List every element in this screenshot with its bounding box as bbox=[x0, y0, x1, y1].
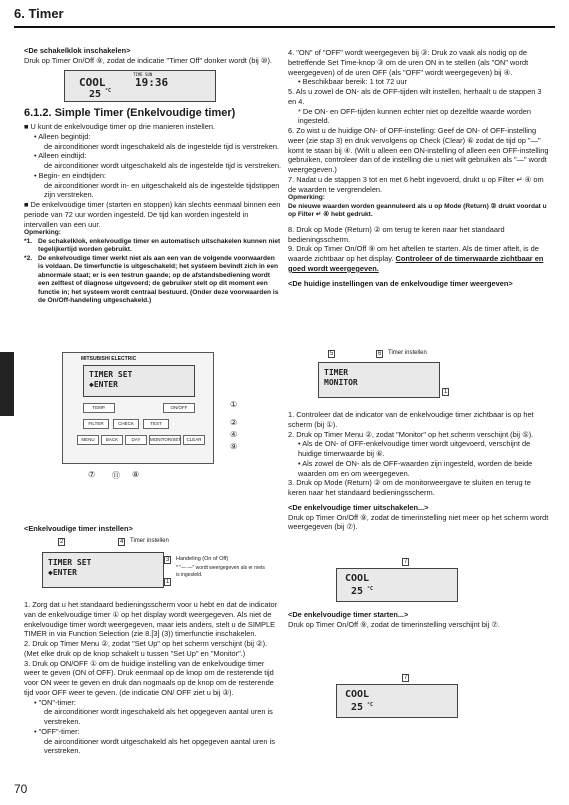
step-5-note: * De ON- en OFF-tijden kunnen echter niet op dezelfde waarde worden ingesteld. bbox=[298, 106, 531, 126]
chapter-tab bbox=[0, 352, 14, 416]
lcd2-n4: 4 bbox=[120, 539, 124, 545]
left-column bbox=[24, 46, 282, 305]
right-column bbox=[288, 48, 550, 288]
item-end: • Alleen eindtijd: bbox=[34, 151, 87, 161]
step-9-underlined: Controleer of de timerwaarde zichtbaar en goed wordt weergegeven. bbox=[288, 254, 544, 273]
step-5: 5. Als u zowel de ON- als de OFF-tijden wilt instellen, herhaalt u de stappen 3 en 4. bbox=[288, 87, 542, 106]
callout-1: ① bbox=[230, 400, 238, 409]
lcd2-callout: Handeling (On of Off) bbox=[176, 556, 229, 562]
step-7: 7. Nadat u de stappen 3 tot en met 6 hebt ingevoerd, drukt u op Filter ↵ ④ om de waarden te vergrendelen. bbox=[288, 174, 544, 194]
monitor-block bbox=[288, 410, 550, 532]
back-button[interactable]: BACK bbox=[101, 435, 123, 445]
note-1-num: *1. bbox=[24, 237, 33, 245]
clock-text: Druk op Timer On/Off ⑨, zodat de indicatie "Timer Off" donker wordt (bij ⑩). bbox=[24, 55, 272, 65]
on-timer-desc: de airconditioner wordt ingeschakeld als het opgegeven aantal uren is verstreken. bbox=[44, 707, 273, 727]
lcd-timer-off bbox=[336, 568, 458, 602]
test-button[interactable]: TEST bbox=[143, 419, 169, 429]
monitor-step-2: 2. Druk op Timer Menu ②, zodat "Monitor" op het scherm verschijnt (bij ⑤). bbox=[288, 429, 534, 439]
callout-4: ④ bbox=[230, 430, 238, 439]
monitor-set-button[interactable]: MONITOR/SET bbox=[149, 435, 181, 445]
lcd2-label: Timer instellen bbox=[130, 538, 169, 544]
right-note: De nieuwe waarden worden geannuleerd als u op Mode (Return) ② drukt voordat u op Filter ↵ ④ hebt gedrukt. bbox=[288, 202, 547, 219]
right-note-label: Opmerking: bbox=[288, 194, 326, 202]
monitor-heading: <De huidige instellingen van de enkelvoudige timer weergeven> bbox=[288, 278, 513, 288]
off-timer: • "OFF"-timer: bbox=[34, 726, 80, 736]
lcd2-line1: TIMER SET bbox=[48, 558, 92, 567]
lcd4-unit: °C bbox=[367, 586, 374, 592]
item-start-desc: de airconditioner wordt ingeschakeld als de ingestelde tijd is verstreken. bbox=[44, 141, 279, 151]
item-end-desc: de airconditioner wordt uitgeschakeld als de ingestelde tijd is verstreken. bbox=[44, 161, 282, 171]
lcd2-n3: 3 bbox=[166, 557, 170, 563]
para-72h: ■ De enkelvoudige timer (starten en stoppen) kan slechts eenmaal binnen een periode van 72 uur worden ingesteld. De tijd kan worden ingesteld in intervallen van een uur. bbox=[24, 200, 281, 229]
lcd-small: TIME SUN bbox=[133, 71, 153, 77]
monitor-bullet-1: • Als de ON- of OFF-enkelvoudige timer wordt uitgevoerd, verschijnt de huidige timerwaarde bij ⑥. bbox=[298, 439, 531, 459]
note-1-text: De schakelklok, enkelvoudige timer en automatisch uitschakelen kunnen niet tegelijkertijd worden gebruikt. bbox=[38, 237, 281, 254]
callout-2: ② bbox=[230, 418, 238, 427]
callout-9: ⑨ bbox=[230, 442, 238, 451]
start-text: Druk op Timer On/Off ⑨, zodat de timerinstelling verschijnt bij ⑦. bbox=[288, 619, 500, 629]
remote-lcd-line2: ◆ENTER bbox=[89, 380, 118, 389]
lcd3-line2: MONITOR bbox=[324, 378, 358, 387]
page-number: 70 bbox=[14, 782, 28, 796]
lcd-clock: 19:36 bbox=[135, 75, 169, 89]
callout-11: ⑪ bbox=[112, 471, 120, 480]
on-timer: • "ON"-timer: bbox=[34, 697, 76, 707]
lcd4-mode: COOL bbox=[345, 573, 370, 584]
lcd5-temp: 25 bbox=[351, 702, 364, 713]
step-2: 2. Druk op Timer Menu ②, zodat "Set Up" op het scherm verschijnt (bij ②). (Met elke druk op de knop schakelt u tussen "Set Up" en "Monitor".) bbox=[24, 639, 268, 658]
step-4-range: • Beschikbaar bereik: 1 tot 72 uur bbox=[298, 77, 407, 87]
start-heading: <De enkelvoudige timer starten...> bbox=[288, 610, 409, 619]
remote-lcd bbox=[83, 365, 195, 397]
lcd2-line2: ◆ENTER bbox=[48, 568, 77, 577]
step-4: 4. "ON" of "OFF" wordt weergegeven bij ③: Druk zo vaak als nodig op de betreffende Set Time-knop ③ om de uren ON in te stellen (als "ON" wordt weergegeven) of de uren OFF (als "OFF" wordt weergegeven) bij ④. bbox=[288, 48, 529, 77]
simple-heading: <Enkelvoudige timer instellen> bbox=[24, 524, 133, 533]
note-label: Opmerking: bbox=[24, 229, 62, 237]
lcd3-label: Timer instellen bbox=[388, 350, 427, 356]
filter-button[interactable]: FILTER bbox=[83, 419, 109, 429]
clear-button[interactable]: CLEAR bbox=[183, 435, 205, 445]
simple-set-block bbox=[24, 524, 282, 534]
lcd3-n5: 5 bbox=[330, 351, 334, 357]
lcd2-n1: 1 bbox=[166, 579, 170, 585]
intro-text: ■ U kunt de enkelvoudige timer op drie manieren instellen. bbox=[24, 122, 215, 132]
step-9 bbox=[288, 244, 550, 273]
start-block bbox=[288, 610, 550, 630]
lcd4-temp: 25 bbox=[351, 586, 364, 597]
lcd-timer-monitor bbox=[318, 362, 440, 398]
step-8: 8. Druk op Mode (Return) ② om terug te keren naar het standaard bedieningsscherm. bbox=[288, 224, 505, 244]
lcd-clock-display bbox=[64, 70, 216, 102]
lcd-timer-set bbox=[42, 552, 164, 588]
note-2-text: De enkelvoudige timer werkt niet als aan een van de volgende voorwaarden is voldaan. De timerfunctie is uitgeschakeld; het systeem bevindt zich in een abnormale staat; er is een testrun gaande; op de afstandsbediening wordt een zelftest of diagnose uitgevoerd; de gebruiker stelt op dit moment een functie in; het systeem wordt centraal bestuurd. (Onder deze voorwaarden is de On/Off-handeling uitgeschakeld.) bbox=[38, 254, 279, 304]
step-1: 1. Zorg dat u het standaard bedieningsscherm voor u hebt en dat de indicator van de enkelvoudige timer ① op het display wordt weergegeven. Als niet de enkelvoudige timer wordt weergegeven, maar iets anders, stelt u de SIMPLE TIMER in via Function Selection (zie 8.[3] (3)) timerfunctie inschakelen. bbox=[24, 600, 278, 639]
off-text: Druk op Timer On/Off ⑨, zodat de timerinstelling niet meer op het scherm wordt weergegeven (bij ⑦). bbox=[288, 512, 549, 532]
lcd-timer-on bbox=[336, 684, 458, 718]
note-1 bbox=[24, 238, 282, 255]
item-start: • Alleen begintijd: bbox=[34, 131, 91, 141]
brand-label: MITSUBISHI ELECTRIC bbox=[81, 356, 137, 362]
step-6: 6. Zo wist u de huidige ON- of OFF-instelling: Geef de ON- of OFF-instelling weer (zie stap 3) en druk vervolgens op Check (Clear) ⑥ zodat de tijd op "—" komt te staan bij ④. (Wilt u alleen een ON-instelling of alleen een OFF-instelling gebruiken, controleer dan of de instelling die u niet wilt gebruiken als "—" wordt weergegeven.) bbox=[288, 126, 549, 175]
lcd5-unit: °C bbox=[367, 702, 374, 708]
onoff-button[interactable]: ON/OFF bbox=[163, 403, 195, 413]
page-title: 6. Timer bbox=[14, 6, 64, 21]
lcd5-mode: COOL bbox=[345, 689, 370, 700]
note-2-num: *2. bbox=[24, 254, 33, 262]
note-2 bbox=[24, 255, 282, 306]
lcd-temp: 25 bbox=[89, 88, 102, 100]
item-both: • Begin- en eindtijden: bbox=[34, 170, 107, 180]
step-3: 3. Druk op ON/OFF ① om de huidige instelling van de enkelvoudige timer weer te geven (ON of OFF). Druk eenmaal op de knop om de resterende tijd voor ON weer te geven en druk dan nogmaals op de knop om de resterende tijd voor OFF weer te geven. (de indicatie ON/ OFF ziet u bij ③). bbox=[24, 658, 274, 697]
menu-button[interactable]: MENU bbox=[77, 435, 99, 445]
lcd3-n1: 1 bbox=[444, 389, 448, 395]
left-steps bbox=[24, 600, 282, 756]
remote-controller bbox=[62, 352, 214, 464]
lcd-unit: °C bbox=[105, 87, 112, 94]
remote-lcd-line1: TIMER SET bbox=[89, 370, 133, 379]
callout-8: ⑧ bbox=[132, 470, 140, 479]
day-button[interactable]: DAY bbox=[125, 435, 147, 445]
item-both-desc: de airconditioner wordt in- en uitgeschakeld als de ingestelde tijdstippen zijn verstreken. bbox=[44, 180, 280, 200]
off-heading: <De enkelvoudige timer uitschakelen...> bbox=[288, 502, 429, 512]
clock-heading: <De schakelklok inschakelen> bbox=[24, 46, 131, 55]
section-title: 6.1.2. Simple Timer (Enkelvoudige timer) bbox=[24, 106, 236, 119]
temp-button[interactable]: TEMP. bbox=[83, 403, 115, 413]
header-rule bbox=[14, 26, 555, 28]
lcd3-line1: TIMER bbox=[324, 368, 349, 377]
callout-7: ⑦ bbox=[88, 470, 96, 479]
step-9-text: 9. Druk op Timer On/Off ⑨ om het aftellen te starten. Als de timer aftelt, is de waarde zichtbaar op het display. bbox=[288, 244, 539, 264]
monitor-step-1: 1. Controleer dat de indicator van de enkelvoudige timer zichtbaar is op het scherm (bij ①). bbox=[288, 410, 534, 429]
lcd5-n7: 7 bbox=[404, 675, 408, 681]
check-button[interactable]: CHECK bbox=[113, 419, 139, 429]
lcd-mode: COOL bbox=[79, 75, 106, 89]
off-timer-desc: de airconditioner wordt uitgeschakeld als het opgegeven aantal uren is verstreken. bbox=[44, 736, 275, 756]
monitor-bullet-2: • Als zowel de ON- als de OFF-waarden zijn ingesteld, worden de beide waarden om en om weergegeven. bbox=[298, 458, 533, 478]
lcd2-callout-2: * "— —" wordt weergegeven als er niets is ingesteld. bbox=[176, 565, 265, 578]
monitor-step-3: 3. Druk op Mode (Return) ② om de monitorweergave te sluiten en terug te keren naar het standaard bedieningsscherm. bbox=[288, 478, 531, 498]
lcd4-n7: 7 bbox=[404, 559, 408, 565]
lcd2-n2: 2 bbox=[60, 539, 64, 545]
lcd3-n6: 6 bbox=[378, 351, 382, 357]
